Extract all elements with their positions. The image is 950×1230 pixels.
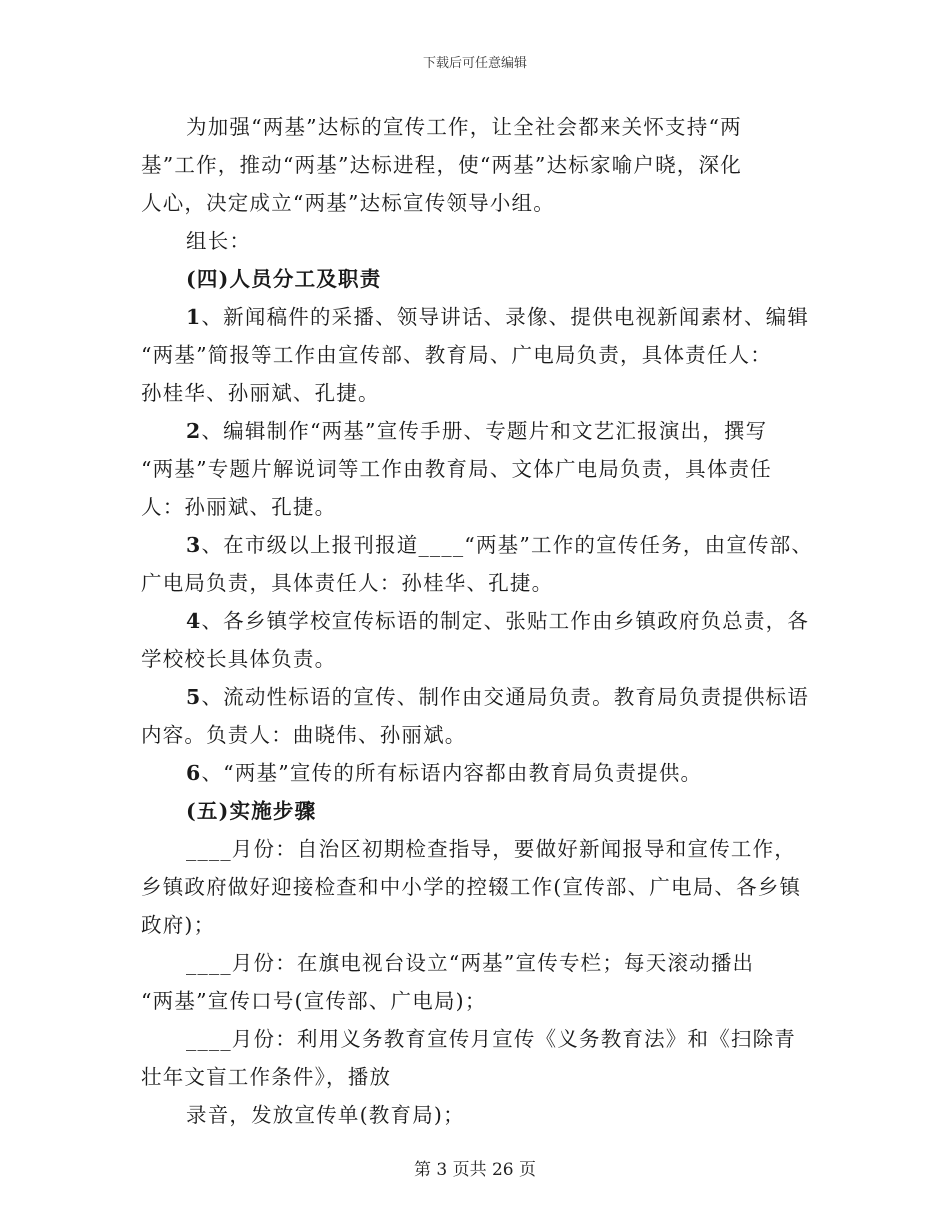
item-number: 6 [186, 761, 202, 785]
item-number: 5 [186, 685, 202, 709]
line-text: 孙桂华、孙丽斌、孔捷。 [141, 381, 380, 405]
line-text: 学校校长具体负责。 [141, 647, 337, 671]
paragraph-line [141, 1020, 831, 1058]
paragraph-line [141, 830, 831, 868]
list-item-line [141, 412, 831, 450]
line-text: ____月份：自治区初期检查指导，要做好新闻报导和宣传工作， [186, 837, 796, 861]
list-item-line [141, 526, 831, 564]
page-header-note: 下载后可任意编辑 [422, 56, 527, 71]
line-text: 、在市级以上报刊报道____“两基”工作的宣传任务，由宣传部、 [201, 533, 814, 557]
item-number: 2 [186, 419, 202, 443]
paragraph-line [141, 488, 831, 526]
paragraph-line [141, 564, 831, 602]
line-text: 组长： [186, 229, 252, 253]
line-text: “两基”宣传口号(宣传部、广电局)； [141, 989, 487, 1013]
paragraph-line [141, 944, 831, 982]
line-text: ____月份：在旗电视台设立“两基”宣传专栏；每天滚动播出 [186, 951, 755, 975]
paragraph-line [141, 374, 831, 412]
section-heading [141, 260, 831, 298]
item-number: 3 [186, 533, 202, 557]
line-text: 、新闻稿件的采播、领导讲话、录像、提供电视新闻素材、编辑 [201, 305, 810, 329]
paragraph-line [141, 868, 831, 906]
list-item-line [141, 754, 831, 792]
paragraph-line [141, 336, 831, 374]
heading-text: (四)人员分工及职责 [186, 267, 382, 291]
paragraph-line [141, 222, 831, 260]
line-text: 、编辑制作“两基”宣传手册、专题片和文艺汇报演出，撰写 [201, 419, 768, 443]
paragraph-line [141, 982, 831, 1020]
line-text: 广电局负责，具体责任人：孙桂华、孔捷。 [141, 571, 554, 595]
line-text: “两基”专题片解说词等工作由教育局、文体广电局负责，具体责任 [141, 457, 772, 481]
item-number: 1 [186, 305, 202, 329]
line-text: “两基”简报等工作由宣传部、教育局、广电局负责，具体责任人： [141, 343, 772, 367]
paragraph-line [141, 1096, 831, 1134]
line-text: 乡镇政府做好迎接检查和中小学的控辍工作(宣传部、广电局、各乡镇 [141, 875, 802, 899]
paragraph-line [141, 184, 831, 222]
section-heading [141, 792, 831, 830]
item-number: 4 [186, 609, 202, 633]
line-text: 、“两基”宣传的所有标语内容都由教育局负责提供。 [201, 761, 703, 785]
paragraph-line [141, 146, 831, 184]
paragraph-line [141, 640, 831, 678]
paragraph-line [141, 1058, 831, 1096]
line-text: 政府)； [141, 913, 216, 937]
list-item-line [141, 678, 831, 716]
paragraph-line [141, 906, 831, 944]
document-body [141, 108, 831, 1134]
line-text: 人心，决定成立“两基”达标宣传领导小组。 [141, 191, 555, 215]
line-text: 录音，发放宣传单(教育局)； [186, 1103, 465, 1127]
line-text: ____月份：利用义务教育宣传月宣传《义务教育法》和《扫除青 [186, 1027, 796, 1051]
line-text: 、各乡镇学校宣传标语的制定、张贴工作由乡镇政府负总责，各 [201, 609, 810, 633]
page-number-footer: 第 3 页共 26 页 [413, 1160, 537, 1180]
list-item-line [141, 602, 831, 640]
paragraph-line [141, 108, 831, 146]
list-item-line [141, 298, 831, 336]
paragraph-line [141, 716, 831, 754]
line-text: 壮年文盲工作条件》，播放 [141, 1065, 392, 1089]
line-text: 内容。负责人：曲晓伟、孙丽斌。 [141, 723, 467, 747]
heading-text: (五)实施步骤 [186, 799, 317, 823]
paragraph-line [141, 450, 831, 488]
line-text: 基”工作，推动“两基”达标进程，使“两基”达标家喻户晓，深化 [141, 153, 742, 177]
line-text: 为加强“两基”达标的宣传工作，让全社会都来关怀支持“两 [186, 115, 742, 139]
line-text: 人：孙丽斌、孔捷。 [141, 495, 337, 519]
line-text: 、流动性标语的宣传、制作由交通局负责。教育局负责提供标语 [201, 685, 810, 709]
